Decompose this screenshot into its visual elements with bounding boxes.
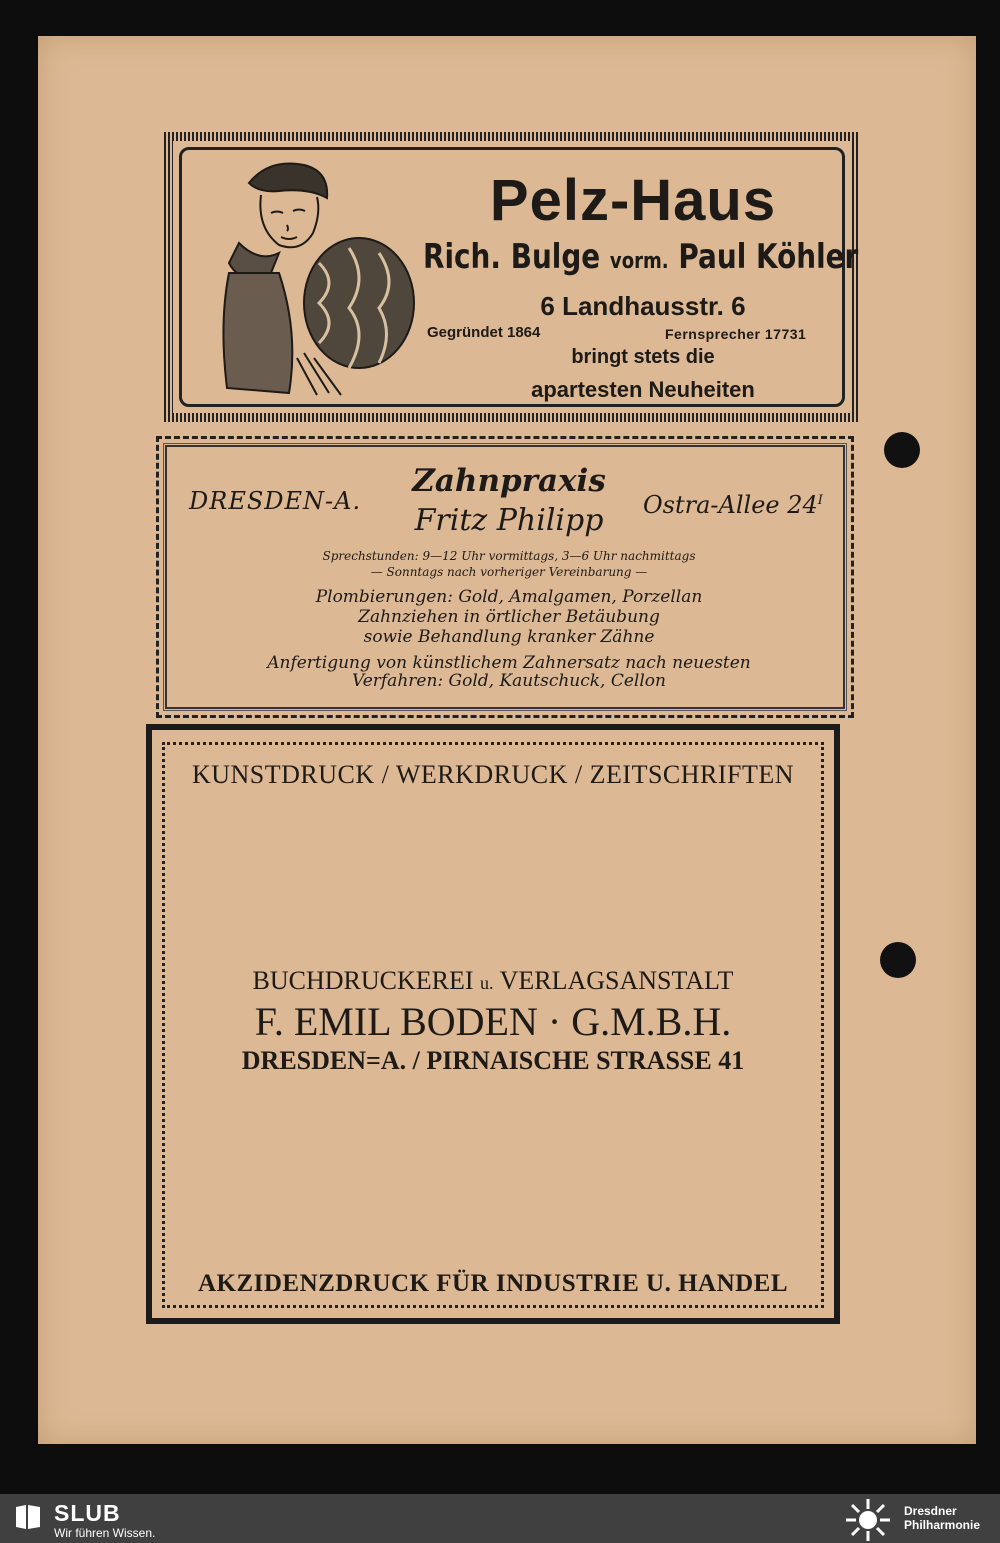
boden-printing-ad bbox=[146, 724, 840, 1324]
pelz-haus-slogan-2: apartesten Neuheiten bbox=[531, 377, 755, 402]
pelz-haus-title: Pelz-Haus bbox=[489, 168, 777, 233]
boden-line-1u: u. bbox=[480, 973, 494, 993]
zahnpraxis-hours: Sprechstunden: 9—12 Uhr vormittags, 3—6 Uhr nachmittags bbox=[322, 549, 696, 563]
zahnpraxis-ad bbox=[156, 436, 854, 718]
partner-name-1[interactable]: Dresdner bbox=[904, 1504, 957, 1518]
pelz-haus-ad bbox=[164, 132, 860, 422]
pelz-haus-founded: Gegründet 1864 bbox=[427, 324, 541, 341]
zahnpraxis-line-2: Zahnziehen in örtlicher Betäubung bbox=[358, 607, 660, 627]
pelz-haus-address: 6 Landhausstr. 6 bbox=[540, 291, 746, 321]
boden-company-name: F. EMIL BODEN · G.M.B.H. bbox=[254, 999, 732, 1044]
zahnpraxis-sunday: — Sonntags nach vorheriger Vereinbarung — bbox=[370, 565, 648, 579]
zahnpraxis-dentist-name: Fritz Philipp bbox=[414, 503, 604, 538]
pelz-haus-slogan-1: bringt stets die bbox=[571, 346, 715, 368]
street-suffix: I bbox=[817, 493, 823, 508]
footer-bar bbox=[0, 1494, 1000, 1543]
zahnpraxis-line-4: Anfertigung von künstlichem Zahnersatz nach neuesten bbox=[267, 653, 751, 673]
punch-hole-bottom bbox=[880, 942, 916, 978]
slub-book-icon bbox=[14, 1503, 42, 1531]
punch-hole-top bbox=[884, 432, 920, 468]
philharmonie-logo-icon bbox=[842, 1497, 894, 1543]
boden-services-bottom: AKZIDENZDRUCK FÜR INDUSTRIE U. HANDEL bbox=[197, 1270, 789, 1297]
zahnpraxis-city: DRESDEN-A. bbox=[189, 487, 362, 515]
street-name: Ostra-Allee 24 bbox=[643, 491, 818, 519]
boden-line-1a: BUCHDRUCKEREI bbox=[252, 966, 474, 995]
partner-name-2[interactable]: Philharmonie bbox=[904, 1518, 981, 1532]
slub-tagline: Wir führen Wissen. bbox=[54, 1526, 156, 1540]
zahnpraxis-title: Zahnpraxis bbox=[412, 463, 606, 499]
owner-formerly: vorm. bbox=[609, 249, 669, 274]
pelz-haus-phone: Fernsprecher 17731 bbox=[665, 326, 807, 342]
zahnpraxis-line-1: Plombierungen: Gold, Amalgamen, Porzellan bbox=[315, 587, 703, 607]
zahnpraxis-line-5: Verfahren: Gold, Kautschuck, Cellon bbox=[351, 671, 666, 691]
zahnpraxis-line-3: sowie Behandlung kranker Zähne bbox=[363, 627, 655, 647]
owner-name: Rich. Bulge bbox=[423, 237, 601, 277]
boden-address: DRESDEN=A. / PIRNAISCHE STRASSE 41 bbox=[241, 1046, 745, 1075]
boden-line-1b: VERLAGSANSTALT bbox=[499, 966, 734, 995]
zahnpraxis-street bbox=[643, 491, 823, 519]
pelz-haus-owner bbox=[423, 237, 859, 277]
boden-services-top: KUNSTDRUCK / WERKDRUCK / ZEITSCHRIFTEN bbox=[191, 760, 795, 789]
previous-owner: Paul Köhler bbox=[678, 237, 859, 277]
woman-with-muff-illustration bbox=[209, 153, 427, 398]
slub-logo-text[interactable]: SLUB bbox=[54, 1500, 121, 1526]
boden-company-type bbox=[152, 966, 834, 996]
